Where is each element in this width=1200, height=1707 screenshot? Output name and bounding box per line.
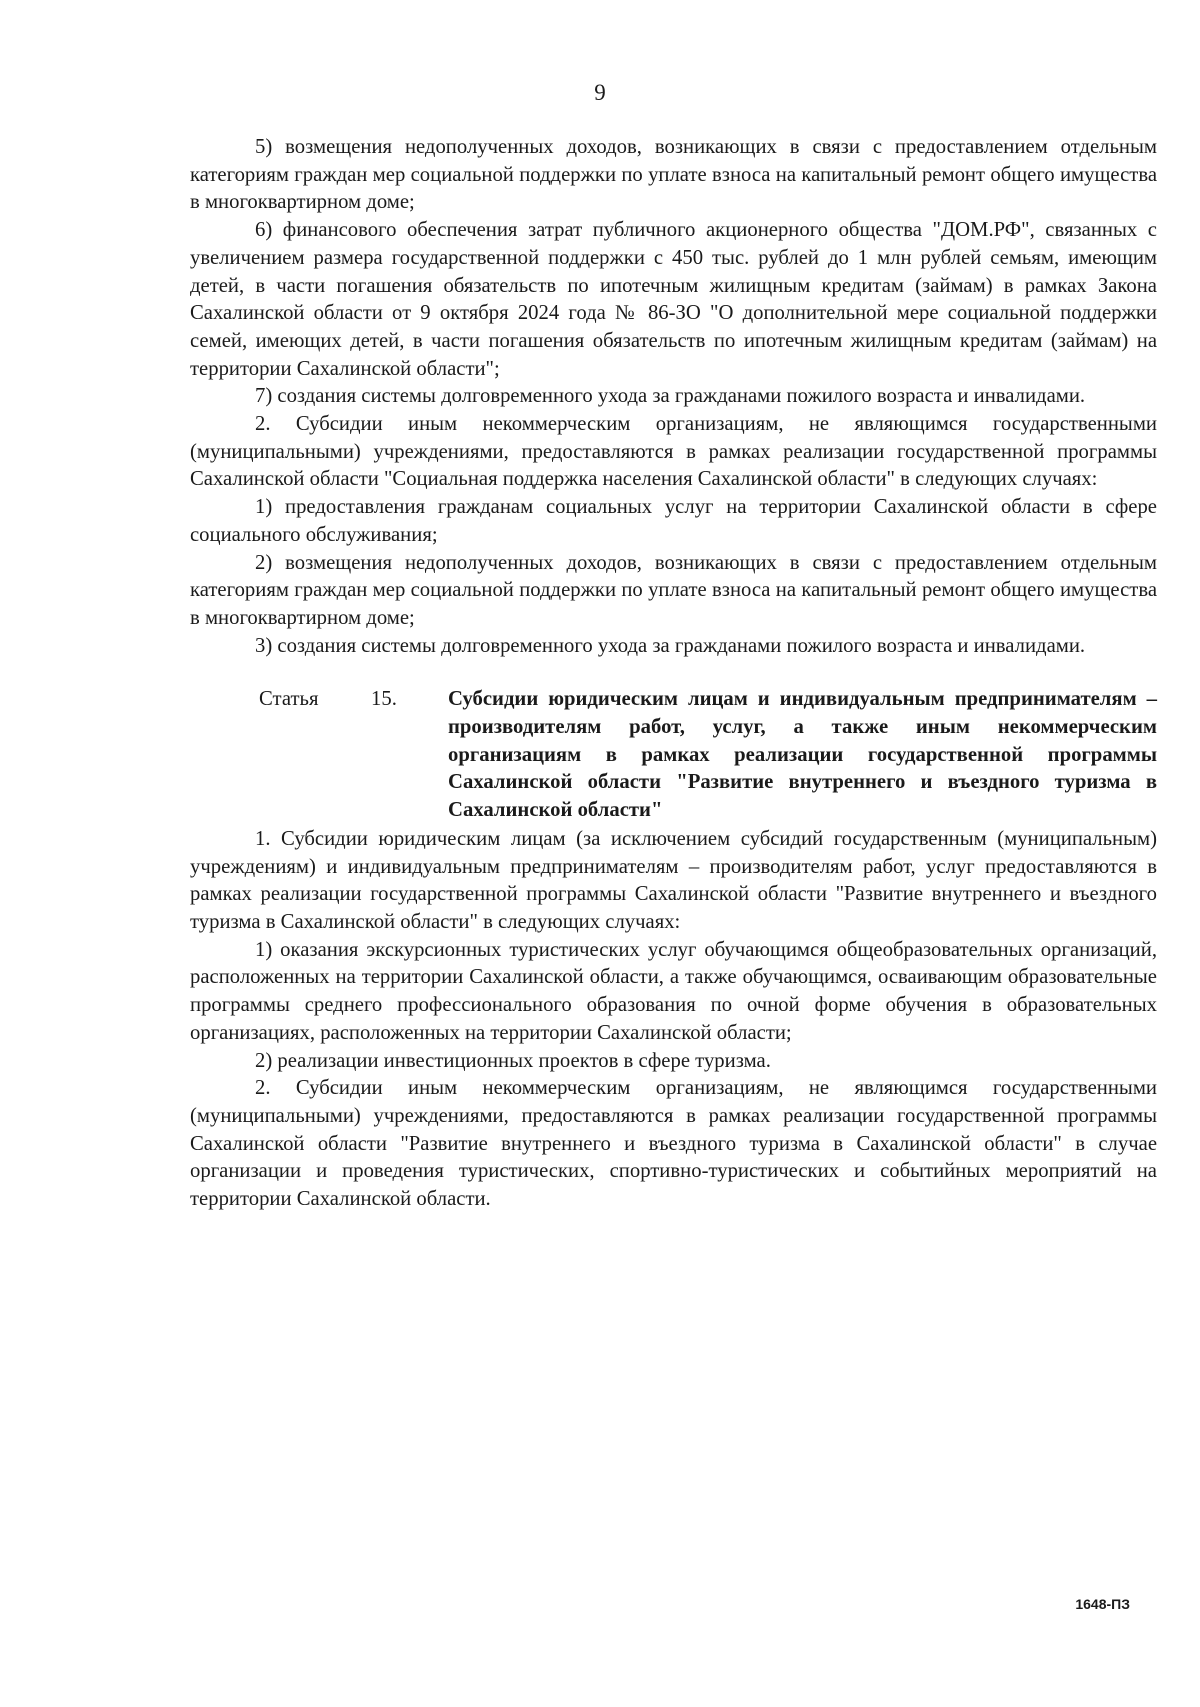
paragraph: 6) финансового обеспечения затрат публичного акционерного общества "ДОМ.РФ", связанных с увеличением размера государственной поддержки с 450 тыс. рублей до 1 млн рублей семьям, имеющим детей, в части погашения обязательств по ипотечным жилищным кредитам (займам) в рамках Закона Сахалинской области от 9 октября 2024 года № 86-ЗО "О дополнительной мере социальной поддержки семей, имеющих детей, в части погашения обязательств по ипотечным жилищным кредитам (займам) на территории Сахалинской области";	[190, 219, 1157, 380]
article-label	[190, 686, 448, 825]
paragraph: 3) создания системы долговременного ухода за гражданами пожилого возраста и инвалидами.	[255, 634, 1086, 657]
paragraph: 2. Субсидии иным некоммерческим организациям, не являющимся государственными (муниципальными) учреждениями, предоставляются в рамках реализации государственной программы Сахалинской области "Социальная поддержка населения Сахалинской области" в следующих случаях:	[190, 413, 1157, 491]
paragraph: 2) реализации инвестиционных проектов в сфере туризма.	[255, 1049, 771, 1072]
paragraph: 1) оказания экскурсионных туристических услуг обучающимся общеобразовательных организаций, расположенных на территории Сахалинской области, а также обучающимся, осваивающим образовательные программы среднего профессионального образования по очной форме обучения в образовательных организациях, расположенных на территории Сахалинской области;	[190, 938, 1157, 1044]
paragraph: 5) возмещения недополученных доходов, возникающих в связи с предоставлением отдельным категориям граждан мер социальной поддержки по уплате взноса на капитальный ремонт общего имущества в многоквартирном доме;	[190, 136, 1157, 214]
article-title: Субсидии юридическим лицам и индивидуальным предпринимателям – производителям работ, услуг, а также иным некоммерческим организациям в рамках реализации государственной программы Сахалинской области "Развитие внутреннего и въездного туризма в Сахалинской области"	[448, 688, 1157, 822]
document-body	[190, 134, 1157, 1214]
paragraph: 7) создания системы долговременного ухода за гражданами пожилого возраста и инвалидами.	[255, 385, 1086, 408]
paragraph: 1. Субсидии юридическим лицам (за исключением субсидий государственным (муниципальным) учреждениям) и индивидуальным предпринимателям – производителям работ, услуг предоставляются в рамках реализации государственной программы Сахалинской области "Развитие внутреннего и въездного туризма в Сахалинской области" в следующих случаях:	[190, 827, 1157, 933]
paragraph: 2. Субсидии иным некоммерческим организациям, не являющимся государственными (муниципальными) учреждениями, предоставляются в рамках реализации государственной программы Сахалинской области "Развитие внутреннего и въездного туризма в Сахалинской области" в случае организации и проведения туристических, спортивно-туристических и событийных мероприятий на территории Сахалинской области.	[190, 1077, 1157, 1211]
paragraph: 2) возмещения недополученных доходов, возникающих в связи с предоставлением отдельным категориям граждан мер социальной поддержки по уплате взноса на капитальный ремонт общего имущества в многоквартирном доме;	[190, 551, 1157, 629]
page-number: 9	[594, 80, 606, 105]
document-code: 1648-ПЗ	[1075, 1596, 1130, 1612]
paragraph: 1) предоставления гражданам социальных услуг на территории Сахалинской области в сфере социального обслуживания;	[190, 496, 1157, 546]
article-number: 15.	[371, 688, 397, 711]
article-heading	[190, 686, 1157, 825]
article-word: Статья	[259, 688, 319, 711]
